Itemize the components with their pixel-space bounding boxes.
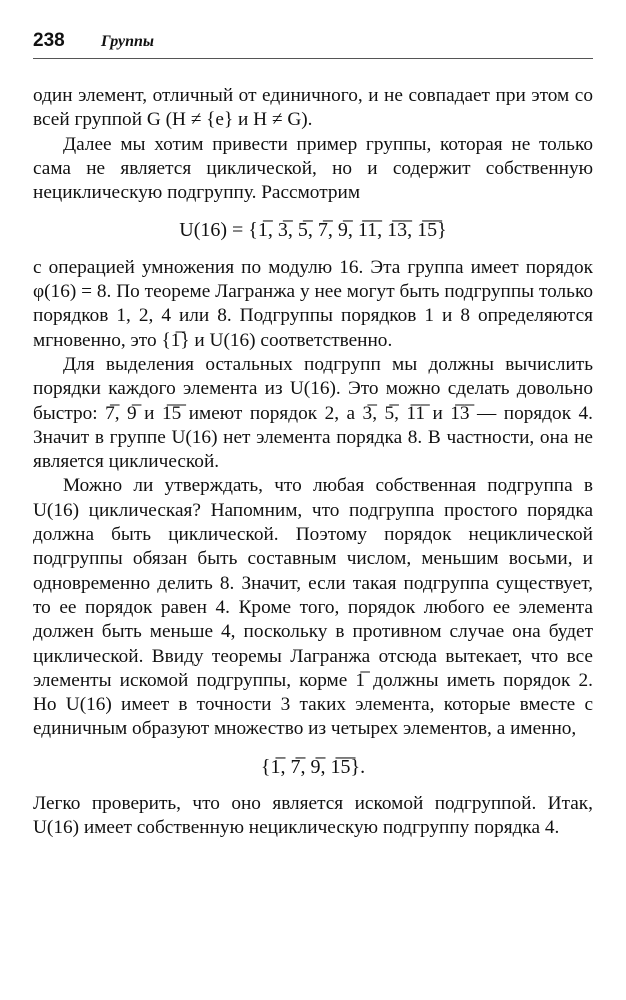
paragraph-6: Легко проверить, что оно является искомой подгруппой. Итак, U(16) имеет собственную нециклическую подгруппу порядка 4. <box>33 793 593 839</box>
paragraph-4: Для выделения остальных подгрупп мы должны вычислить порядки каждого элемента из U(16). Это можно сделать довольно быстро: 7̅, 9̅ и 1̅5̅ имеют порядок 2, а 3̅, 5̅, 1̅1̅ и 1̅3̅ — порядок 4. Значит в группе U(16) нет элемента порядка 8. В частности, она не является циклической. <box>33 353 593 473</box>
paragraph-1: один элемент, отличный от единичного, и не совпадает при этом со всей группой G (H ≠ {e} и H ≠ G). <box>33 85 593 131</box>
page-body <box>33 84 593 841</box>
running-head: Группы <box>101 33 155 50</box>
formula-subgroup: {1̅, 7̅, 9̅, 1̅5̅}. <box>260 755 366 778</box>
paragraph-3: с операцией умножения по модулю 16. Эта группа имеет порядок φ(16) = 8. По теореме Лагранжа у нее могут быть подгруппы только порядков 1, 2, 4 или 8. Подгруппы порядков 1 и 8 определяются мгновенно, это {1̅} и U(16) соответственно. <box>33 256 593 351</box>
page-number: 238 <box>33 30 65 51</box>
paragraph-2: Далее мы хотим привести пример группы, которая не только сама не является циклической, но и содержит собственную нециклическую подгруппу. Рассмотрим <box>33 133 593 204</box>
header-rule <box>33 58 593 59</box>
page-header <box>33 30 593 54</box>
formula-u16: U(16) = {1̅, 3̅, 5̅, 7̅, 9̅, 1̅1̅, 1̅3̅, 1̅5̅} <box>179 219 447 242</box>
paragraph-5: Можно ли утверждать, что любая собственная подгруппа в U(16) циклическая? Напомним, что подгруппа простого порядка должна быть циклической. Поэтому порядок нециклической подгруппы обязан быть составным числом, меньшим восьми, и одновременно делить 8. Значит, если такая подгруппа существует, то ее порядок равен 4. Кроме того, порядок любого ее элемента должен быть меньше 4, поскольку в противном случае она будет циклической. Ввиду теоремы Лагранжа отсюда вытекает, что все элементы искомой подгруппы, корме 1̅ должны иметь порядок 2. Но U(16) имеет в точности 3 таких элемента, которые вместе с единичным образуют множество из четырех элементов, а именно, <box>33 475 593 740</box>
